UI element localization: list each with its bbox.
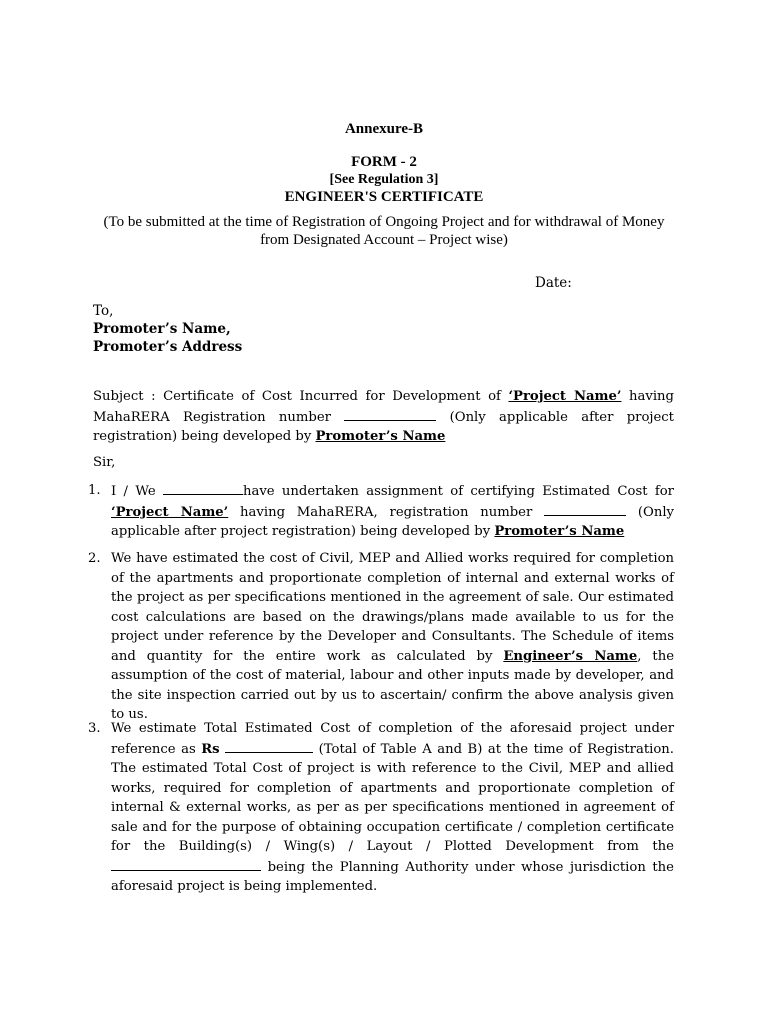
item-3-rs: Rs: [201, 741, 220, 757]
item-2-engineer-name: Engineer’s Name: [503, 648, 638, 664]
to-label: To,: [93, 303, 114, 319]
item-1-registration-blank: [544, 502, 626, 516]
salutation: Sir,: [93, 455, 116, 470]
item-2-number: 2.: [88, 551, 101, 566]
item-1-part2: have undertaken assignment of certifying Estimated Cost for: [242, 484, 674, 499]
amount-blank: [225, 739, 313, 753]
engineer-name-blank: [163, 481, 243, 495]
item-3-number: 3.: [88, 721, 101, 736]
item-1-project-name: ‘Project Name’: [111, 504, 229, 520]
subject-tail: (Only applicable after project registration) being developed by: [93, 409, 674, 444]
item-3-part1: We estimate Total Estimated Cost of completion of the aforesaid project under reference as: [111, 721, 674, 757]
address-block: [93, 302, 242, 356]
item-2-part2: , the assumption of the cost of material, labour and other inputs made by developer, and the site inspection carried out by us to ascertain/ confirm the above analysis given to us.: [111, 648, 674, 722]
subject-paragraph: [93, 387, 674, 447]
subject-promoter-name: Promoter’s Name: [315, 429, 446, 444]
item-1-number: 1.: [88, 483, 101, 498]
form-number: FORM - 2: [351, 154, 417, 170]
intro-line-2: from Designated Account – Project wise): [260, 232, 508, 248]
intro-line-1: (To be submitted at the time of Registration of Ongoing Project and for withdrawal of Money: [103, 214, 665, 230]
subject-project-name: ‘Project Name’: [508, 389, 622, 404]
item-1-part3: having MahaRERA, registration number: [228, 504, 545, 520]
subject-mid: having MahaRERA Registration number: [93, 389, 674, 425]
item-3-part2: (Total of Table A and B) at the time of Registration. The estimated Total Cost of project is with reference to the Civil, MEP and allied works, required for completion of apartments and proportionate completion of internal & external works, as per as per specifications mentioned in agreement of sale and for the purpose of obtaining occupation certificate / completion certificate for the Building(s) / Wing(s) / Layout / Plotted Development from the: [111, 741, 674, 854]
item-1-promoter-name: Promoter’s Name: [494, 524, 625, 539]
date-label: Date:: [535, 275, 572, 291]
promoter-name: Promoter’s Name,: [93, 321, 231, 337]
item-3-text: [111, 719, 674, 897]
item-2-text: [111, 549, 674, 725]
planning-authority-blank: [111, 857, 261, 871]
regulation-reference: [See Regulation 3]: [329, 172, 439, 187]
registration-number-blank: [344, 407, 436, 421]
item-1-part1: I / We: [111, 484, 163, 499]
item-1-text: [111, 481, 674, 542]
promoter-address: Promoter’s Address: [93, 339, 243, 355]
subject-lead: Subject : Certificate of Cost Incurred for Development of: [93, 389, 509, 404]
item-1-part4: (Only applicable after project registration) being developed by: [111, 504, 674, 539]
item-2-part1: We have estimated the cost of Civil, MEP and Allied works required for completion of the apartments and proportionate completion of internal and external works of the project as per specifications mentioned in the agreement of sale. Our estimated cost calculations are based on the drawings/plans made available to us for the project under reference by the Developer and Consultants. The Schedule of items and quantity for the entire work as calculated by: [111, 551, 674, 664]
item-3-part3: being the Planning Authority under whose jurisdiction the aforesaid project is being implemented.: [111, 859, 674, 894]
annexure-label: Annexure-B: [344, 121, 424, 137]
certificate-title: ENGINEER'S CERTIFICATE: [284, 189, 484, 205]
